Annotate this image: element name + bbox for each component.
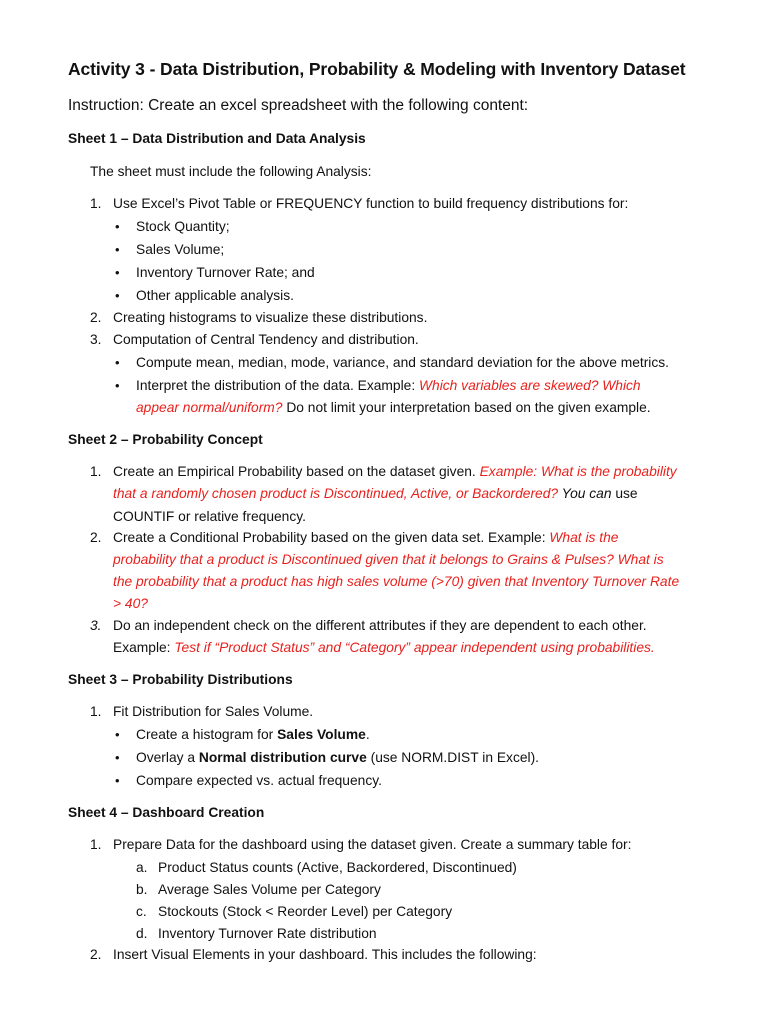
sheet3-bullet3: Compare expected vs. actual frequency. [136,773,382,788]
sub-letter: d. [136,926,148,941]
sheet1-item2: Creating histograms to visualize these distributions. [113,310,428,325]
sheet2-item2-line4: > 40? [113,596,148,611]
list-number: 2. [90,947,102,962]
bullet-icon: • [115,727,120,742]
sheet3-bullet1: Create a histogram for Sales Volume. [136,727,370,742]
sheet2-item3-line2: Example: Test if “Product Status” and “Category” appear independent using probabilities. [113,640,655,655]
list-number: 1. [90,837,102,852]
bullet-icon: • [115,773,120,788]
sheet2-item1-line2: that a randomly chosen product is Discontinued, Active, or Backordered? You can use [113,486,638,501]
list-number: 1. [90,704,102,719]
list-number: 2. [90,530,102,545]
sheet2-item2-line1: Create a Conditional Probability based on the given data set. Example: What is the [113,530,619,545]
list-number: 1. [90,464,102,479]
bullet-icon: • [115,265,120,280]
sheet2-item2-line3: the probability that a product has high sales volume (>70) given that Inventory Turnover Rate [113,574,680,589]
instruction-text: Instruction: Create an excel spreadsheet with the following content: [68,97,529,114]
sheet4-item1: Prepare Data for the dashboard using the dataset given. Create a summary table for: [113,837,632,852]
bullet-icon: • [115,288,120,303]
sheet4-sub-c: Stockouts (Stock < Reorder Level) per Category [158,904,453,919]
sheet3-heading: Sheet 3 – Probability Distributions [68,672,293,687]
sheet4-item2: Insert Visual Elements in your dashboard. This includes the following: [113,947,537,962]
sheet1-heading: Sheet 1 – Data Distribution and Data Analysis [68,131,366,146]
sheet4-sub-b: Average Sales Volume per Category [158,882,381,897]
sheet4-sub-d: Inventory Turnover Rate distribution [158,926,377,941]
sheet2-heading: Sheet 2 – Probability Concept [68,432,263,447]
sheet3-bullet2: Overlay a Normal distribution curve (use NORM.DIST in Excel). [136,750,540,765]
sheet1-bullet-other: Other applicable analysis. [136,288,294,303]
sheet1-bullet-sales: Sales Volume; [136,242,225,257]
sheet1-item3-bullet2-line1: Interpret the distribution of the data. Example: Which variables are skewed? Which [136,378,641,393]
bullet-icon: • [115,750,120,765]
sub-letter: c. [136,904,147,919]
bullet-icon: • [115,242,120,257]
sheet1-intro: The sheet must include the following Analysis: [90,164,372,179]
sheet1-item3: Computation of Central Tendency and distribution. [113,332,419,347]
sheet2-item2-line2: probability that a product is Discontinued given that it belongs to Grains & Pulses? What is [113,552,664,567]
sheet4-sub-a: Product Status counts (Active, Backordered, Discontinued) [158,860,517,875]
sheet1-bullet-stock: Stock Quantity; [136,219,230,234]
list-number: 1. [90,196,102,211]
sheet1-item1: Use Excel’s Pivot Table or FREQUENCY function to build frequency distributions for: [113,196,629,211]
bullet-icon: • [115,355,120,370]
sheet1-item3-bullet2-line2: appear normal/uniform? Do not limit your interpretation based on the given example. [136,400,651,415]
sheet1-bullet-turnover: Inventory Turnover Rate; and [136,265,315,280]
list-number: 3. [90,618,102,633]
list-number: 2. [90,310,102,325]
bullet-icon: • [115,378,120,393]
sheet1-item3-bullet1: Compute mean, median, mode, variance, and standard deviation for the above metrics. [136,355,670,370]
bullet-icon: • [115,219,120,234]
sub-letter: b. [136,882,148,897]
sheet3-item1: Fit Distribution for Sales Volume. [113,704,314,719]
sheet2-item1-line1: Create an Empirical Probability based on the dataset given. Example: What is the probability [113,464,677,479]
list-number: 3. [90,332,102,347]
document-title: Activity 3 - Data Distribution, Probability & Modeling with Inventory Dataset [68,59,686,79]
sheet2-item1-line3: COUNTIF or relative frequency. [113,509,306,524]
sheet2-item3-line1: Do an independent check on the different attributes if they are dependent to each other. [113,618,647,633]
sheet4-heading: Sheet 4 – Dashboard Creation [68,805,265,820]
sub-letter: a. [136,860,148,875]
